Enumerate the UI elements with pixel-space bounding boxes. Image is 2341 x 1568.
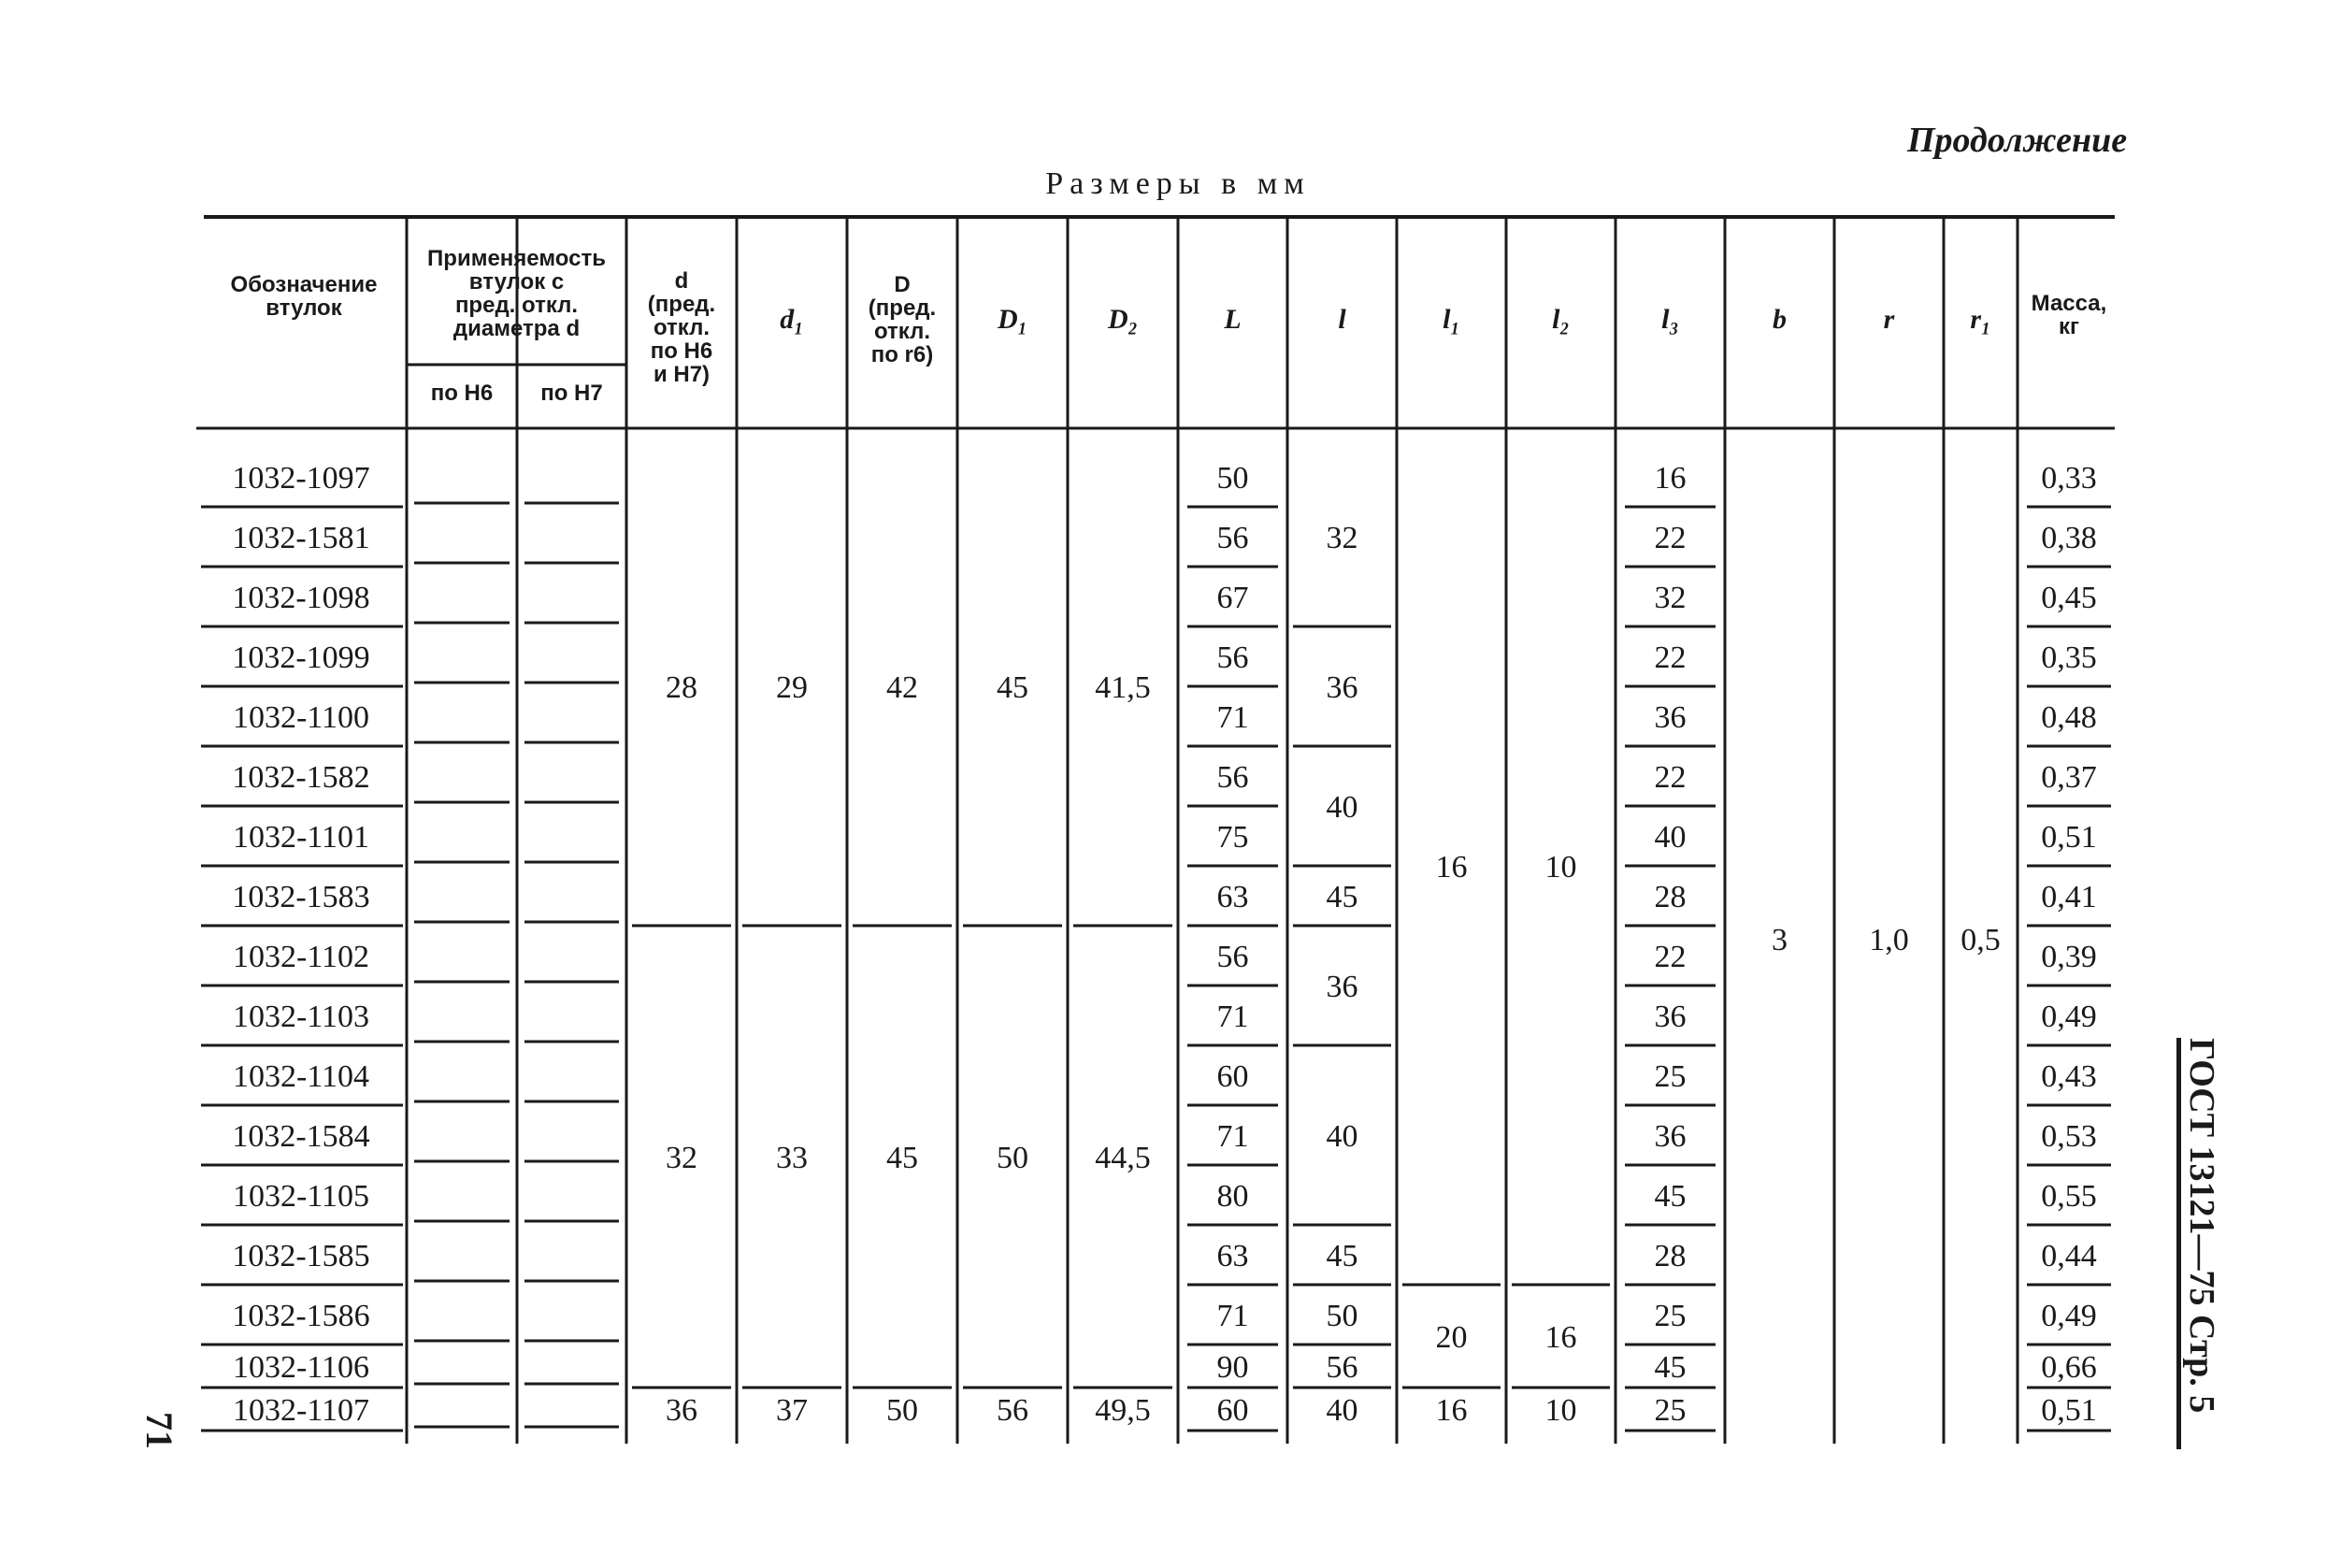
row-l3: 22 [1654, 940, 1687, 974]
row-L: 71 [1216, 1119, 1249, 1154]
row-designation: 1032-1101 [232, 820, 370, 855]
row-L: 50 [1216, 461, 1249, 496]
row-mass: 0,49 [2041, 1299, 2097, 1333]
group-D: 45 [886, 1141, 918, 1175]
row-mass: 0,48 [2041, 700, 2097, 735]
row-mass: 0,43 [2041, 1059, 2097, 1094]
group-D: 42 [886, 670, 918, 705]
row-mass: 0,55 [2041, 1179, 2097, 1214]
row-mass: 0,51 [2041, 1393, 2097, 1428]
row-L: 56 [1216, 521, 1249, 555]
group-d: 32 [666, 1141, 697, 1175]
group-D2: 44,5 [1095, 1141, 1151, 1175]
row-mass: 0,66 [2041, 1350, 2097, 1385]
row-designation: 1032-1582 [232, 760, 370, 795]
group-l: 36 [1326, 670, 1358, 705]
group-d1: 33 [776, 1141, 808, 1175]
row-l3: 36 [1654, 1119, 1687, 1154]
group-l: 40 [1326, 1393, 1358, 1428]
group-l1: 16 [1435, 1393, 1468, 1428]
group-l1: 20 [1435, 1320, 1468, 1355]
row-L: 71 [1216, 700, 1249, 735]
header-r: r [1883, 304, 1895, 335]
header-l1: l₁ [1443, 304, 1460, 335]
row-designation: 1032-1098 [232, 581, 370, 615]
row-L: 90 [1216, 1350, 1249, 1385]
gost-side-label [2176, 1038, 2219, 1449]
row-l3: 22 [1654, 640, 1687, 675]
header-D1: D₁ [997, 304, 1028, 335]
row-L: 80 [1216, 1179, 1249, 1214]
group-d: 36 [666, 1393, 697, 1428]
row-mass: 0,45 [2041, 581, 2097, 615]
row-designation: 1032-1104 [232, 1059, 370, 1094]
row-designation: 1032-1106 [232, 1350, 370, 1385]
row-l3: 36 [1654, 1000, 1687, 1034]
row-designation: 1032-1102 [232, 940, 370, 974]
header-l2: l₂ [1552, 304, 1570, 335]
row-L: 60 [1216, 1059, 1249, 1094]
sizes-caption: Размеры в мм [1045, 166, 1311, 201]
row-l3: 25 [1654, 1059, 1687, 1094]
row-l3: 45 [1654, 1350, 1687, 1385]
row-designation: 1032-1097 [232, 461, 370, 496]
header-designation: Обозначение втулок [230, 272, 378, 321]
row-L: 56 [1216, 760, 1249, 795]
group-l2: 10 [1544, 850, 1577, 885]
group-l2: 10 [1544, 1393, 1577, 1428]
header-d1: d₁ [780, 304, 804, 335]
group-l: 40 [1326, 790, 1358, 825]
row-designation: 1032-1584 [232, 1119, 370, 1154]
row-designation: 1032-1100 [232, 700, 370, 735]
page-number: 71 [138, 1412, 180, 1449]
row-l3: 40 [1654, 820, 1687, 855]
row-designation: 1032-1583 [232, 880, 370, 914]
header-mass: Масса, кг [2031, 291, 2107, 339]
group-l: 45 [1326, 880, 1358, 914]
header-b: b [1773, 304, 1787, 335]
row-l3: 25 [1654, 1299, 1687, 1333]
row-L: 67 [1216, 581, 1249, 615]
group-D: 50 [886, 1393, 918, 1428]
row-l3: 22 [1654, 521, 1687, 555]
row-mass: 0,53 [2041, 1119, 2097, 1154]
row-l3: 28 [1654, 880, 1687, 914]
row-mass: 0,35 [2041, 640, 2097, 675]
group-D1: 45 [997, 670, 1028, 705]
row-designation: 1032-1103 [232, 1000, 370, 1034]
header-d: d (пред. откл. по H6 и H7) [647, 267, 716, 387]
row-l3: 45 [1654, 1179, 1687, 1214]
group-l: 32 [1326, 521, 1358, 555]
group-l: 40 [1326, 1119, 1358, 1154]
group-D1: 50 [997, 1141, 1028, 1175]
row-mass: 0,38 [2041, 521, 2097, 555]
row-L: 71 [1216, 1000, 1249, 1034]
row-L: 63 [1216, 880, 1249, 914]
group-D1: 56 [997, 1393, 1028, 1428]
header-D2: D₂ [1107, 304, 1139, 335]
row-mass: 0,49 [2041, 1000, 2097, 1034]
row-mass: 0,33 [2041, 461, 2097, 496]
row-L: 63 [1216, 1239, 1249, 1273]
continued-label: Продолжение [1907, 121, 2128, 160]
row-L: 75 [1216, 820, 1249, 855]
group-l1: 16 [1435, 850, 1468, 885]
header-app-h7: по H7 [540, 380, 603, 406]
group-d1: 37 [776, 1393, 808, 1428]
row-l3: 32 [1654, 581, 1687, 615]
header-L: L [1224, 304, 1242, 335]
row-l3: 22 [1654, 760, 1687, 795]
row-L: 56 [1216, 640, 1249, 675]
group-D2: 49,5 [1095, 1393, 1151, 1428]
row-designation: 1032-1581 [232, 521, 370, 555]
group-D2: 41,5 [1095, 670, 1151, 705]
group-r1: 0,5 [1960, 923, 2001, 957]
row-designation: 1032-1585 [232, 1239, 370, 1273]
header-r1: r₁ [1970, 304, 1991, 335]
row-mass: 0,51 [2041, 820, 2097, 855]
group-b: 3 [1772, 923, 1788, 957]
row-designation: 1032-1105 [232, 1179, 370, 1214]
group-d1: 29 [776, 670, 808, 705]
row-l3: 25 [1654, 1393, 1687, 1428]
gost-side-text: ГОСТ 13121—75 Стр. 5 [2182, 1038, 2221, 1414]
group-r: 1,0 [1869, 923, 1909, 957]
group-l: 45 [1326, 1239, 1358, 1273]
header-l: l [1338, 304, 1346, 335]
group-l: 56 [1326, 1350, 1358, 1385]
row-L: 71 [1216, 1299, 1249, 1333]
row-designation: 1032-1099 [232, 640, 370, 675]
group-d: 28 [666, 670, 697, 705]
row-mass: 0,39 [2041, 940, 2097, 974]
row-designation: 1032-1586 [232, 1299, 370, 1333]
header-app-h6: по H6 [430, 380, 494, 406]
row-L: 56 [1216, 940, 1249, 974]
row-mass: 0,37 [2041, 760, 2097, 795]
row-l3: 36 [1654, 700, 1687, 735]
row-designation: 1032-1107 [232, 1393, 370, 1428]
header-l3: l₃ [1661, 304, 1679, 335]
group-l2: 16 [1544, 1320, 1577, 1355]
group-l: 36 [1326, 970, 1358, 1004]
row-l3: 28 [1654, 1239, 1687, 1273]
header-applicability: Применяемость втулок с пред. откл. диаметра d [427, 246, 606, 341]
row-mass: 0,41 [2041, 880, 2097, 914]
group-l: 50 [1326, 1299, 1358, 1333]
row-L: 60 [1216, 1393, 1249, 1428]
header-D-major: D (пред. откл. по r6) [868, 272, 937, 367]
row-mass: 0,44 [2041, 1239, 2097, 1273]
row-l3: 16 [1654, 461, 1687, 496]
